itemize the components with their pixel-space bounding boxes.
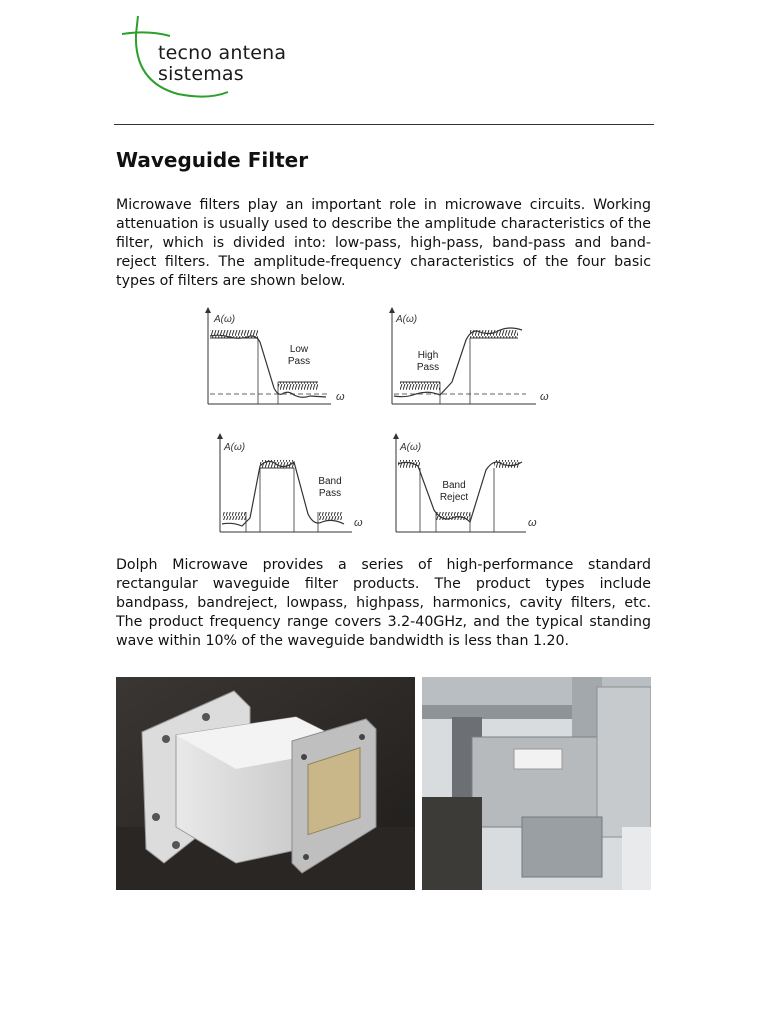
bandreject-x-label: ω [528, 517, 537, 529]
bandreject-panel [396, 436, 537, 532]
highpass-panel [392, 310, 549, 404]
bandpass-y-label: A(ω) [224, 442, 246, 453]
bandreject-label-1: Band [442, 480, 466, 491]
highpass-label-2: Pass [416, 362, 440, 373]
waveguide-filter-photo [116, 677, 415, 890]
installed-filter-photo [422, 677, 651, 890]
company-logo [118, 12, 298, 102]
bandpass-x-label: ω [354, 517, 363, 529]
logo-text-line1: tecno antena [158, 42, 287, 64]
product-paragraph: Dolph Microwave provides a series of high-performance standard rectangular waveguide filter products. The product types include bandpass, bandreject, lowpass, highpass, harmonics, cavity filters, etc. The product frequency range covers 3.2-40GHz, and the typical standing wave within 10% of the waveguide bandwidth is less than 1.20. [116, 557, 651, 649]
intro-paragraph: Microwave filters play an important role in microwave circuits. Working attenuation is usually used to describe the amplitude characteristics of the filter, which is divided into: low-pass, high-pass, band-pass and band-reject filters. The amplitude-frequency characteristics of the four basic types of filters are shown below. [116, 197, 651, 289]
header-divider [114, 124, 654, 125]
page-title: Waveguide Filter [116, 148, 309, 172]
bandpass-label-2: Pass [318, 488, 342, 499]
lowpass-label-1: Low [289, 344, 309, 355]
bandpass-label-1: Band [318, 476, 342, 487]
highpass-y-label: A(ω) [396, 314, 418, 325]
highpass-label-1: High [417, 350, 439, 361]
lowpass-label-2: Pass [287, 356, 311, 367]
lowpass-x-label: ω [336, 391, 345, 403]
bandpass-panel [220, 436, 363, 532]
lowpass-y-label: A(ω) [214, 314, 236, 325]
filter-types-figure [196, 300, 576, 550]
logo-text-line2: sistemas [158, 63, 244, 85]
bandreject-y-label: A(ω) [400, 442, 422, 453]
highpass-x-label: ω [540, 391, 549, 403]
bandreject-label-2: Reject [439, 492, 469, 503]
lowpass-panel [208, 310, 345, 404]
